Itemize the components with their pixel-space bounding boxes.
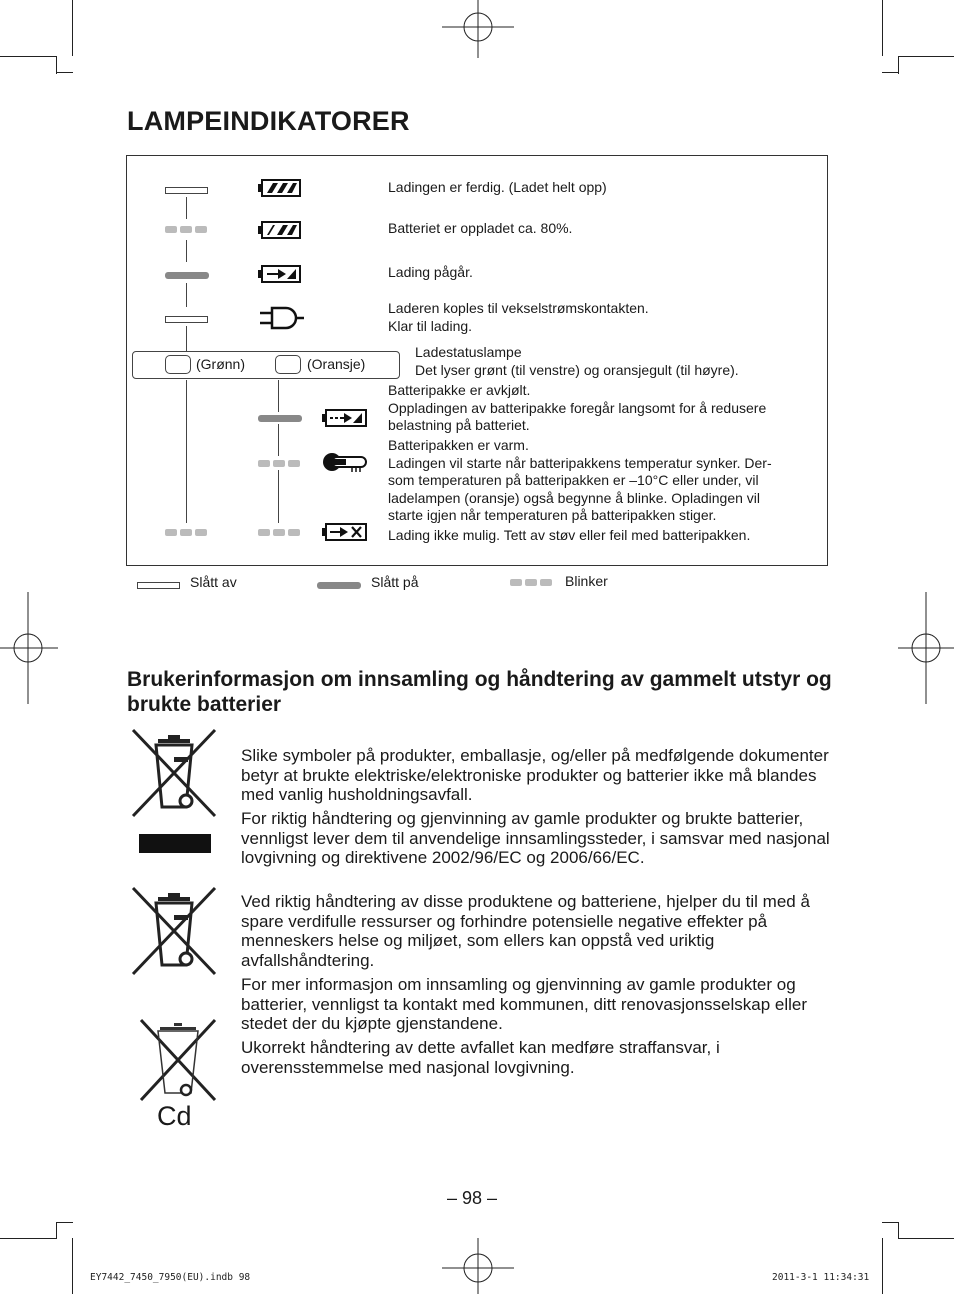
registration-target-bottom — [442, 1238, 514, 1294]
registration-target-left — [0, 592, 58, 704]
key-on-label: Slått på — [371, 574, 419, 590]
crossed-bin-battery-icon — [138, 1017, 218, 1103]
state-desc: starte igjen når temperaturen på batteripakken stiger. — [388, 507, 717, 523]
battery-error-icon — [322, 521, 368, 543]
info-paragraph: Ved riktig håndtering av disse produktene og batteriene, hjelper du til med å spare verdifulle ressurser og forhindre potensielle negative effekter på menneskers helse og miljøet, som ellers kan oppstå ved uriktig avfallshåndtering. — [241, 892, 810, 970]
key-blink-label: Blinker — [565, 573, 608, 589]
battery-80-icon — [258, 220, 302, 240]
footer-timestamp: 2011-3-1 11:34:31 — [772, 1272, 870, 1283]
orange-label: (Oransje) — [307, 356, 366, 372]
page-number: – 98 – — [447, 1188, 498, 1208]
key-off-label: Slått av — [190, 574, 237, 590]
battery-full-icon — [258, 178, 302, 198]
indicator-desc: Ladingen er ferdig. (Ladet helt opp) — [388, 179, 607, 195]
state-desc: belastning på batteriet. — [388, 417, 530, 433]
info-paragraph: Ukorrekt håndtering av dette avfallet kan medføre straffansvar, i overensstemmelse med nasjonal lovgivning. — [241, 1038, 720, 1077]
black-bar-symbol — [139, 834, 211, 853]
orange-lamp-shape — [275, 355, 301, 374]
green-lamp-blink — [165, 529, 209, 536]
indicator-desc: Batteriet er oppladet ca. 80%. — [388, 220, 573, 236]
key-off-lamp — [137, 582, 180, 589]
indicator-desc: Klar til lading. — [388, 318, 473, 334]
registration-target-top — [442, 0, 514, 58]
indicator-desc: Lading pågår. — [388, 264, 473, 280]
info-paragraph: For riktig håndtering og gjenvinning av gamle produkter og brukte batterier, vennligst lever dem til anvendelige innsamlingssteder, i samsvar med nasjonal lovgivning og direktivene 2002/96/EC og 2006/66/EC. — [241, 809, 830, 868]
state-desc: ladelampen (oransje) også begynne å blinke. Opladingen vil — [388, 490, 761, 506]
info-paragraph: Slike symboler på produkter, emballasje, og/eller på medfølgende dokumenter betyr at brukte elektriske/elektroniske produkter og batterier ikke må blandes med vanlig husholdningsavfall. — [241, 746, 829, 805]
green-label: (Grønn) — [196, 356, 245, 372]
page-title: LAMPEINDIKATORER — [127, 106, 410, 136]
state-desc: Oppladingen av batteripakke foregår langsomt for å redusere — [388, 400, 767, 416]
orange-lamp-blink — [258, 460, 302, 467]
registration-target-right — [898, 592, 954, 704]
green-lamp-on — [165, 272, 209, 279]
state-desc: som temperaturen på batteripakken er –10°C eller under, vil — [388, 472, 759, 488]
cd-label: Cd — [157, 1101, 192, 1131]
battery-charging-icon — [258, 264, 302, 284]
crossed-bin-icon — [130, 727, 218, 819]
lamp-legend-desc: Det lyser grønt (til venstre) og oransjegult (til høyre). — [415, 362, 739, 378]
thermometer-hot-icon — [322, 450, 370, 474]
orange-lamp-on — [258, 415, 302, 422]
battery-slow-charge-icon — [322, 407, 368, 429]
green-lamp-shape — [165, 355, 191, 374]
green-lamp-off — [165, 316, 208, 323]
indicator-desc: Laderen koples til vekselstrømskontakten. — [388, 300, 649, 316]
info-paragraph: For mer informasjon om innsamling og gjenvinning av gamle produkter og batterier, vennligst ta kontakt med kommunen, ditt renovasjonsselskap eller stedet der du kjøpte gjenstandene. — [241, 975, 808, 1034]
footer-file: EY7442_7450_7950(EU).indb 98 — [90, 1272, 251, 1283]
state-desc: Lading ikke mulig. Tett av støv eller feil med batteripakken. — [388, 527, 751, 543]
lamp-legend-title: Ladestatuslampe — [415, 344, 522, 360]
plug-icon — [258, 305, 306, 331]
state-desc: Batteripakke er avkjølt. — [388, 382, 531, 398]
section-heading: Brukerinformasjon om innsamling og håndtering av gammelt utstyr og brukte batterier — [127, 668, 832, 716]
state-desc: Batteripakken er varm. — [388, 437, 529, 453]
orange-lamp-blink — [258, 529, 302, 536]
green-lamp-blink — [165, 226, 209, 233]
state-desc: Ladingen vil starte når batteripakkens temperatur synker. Der- — [388, 455, 772, 471]
key-blink-lamp — [510, 579, 554, 586]
green-lamp-off — [165, 187, 208, 194]
key-on-lamp — [317, 582, 361, 589]
crossed-bin-icon — [130, 885, 218, 977]
